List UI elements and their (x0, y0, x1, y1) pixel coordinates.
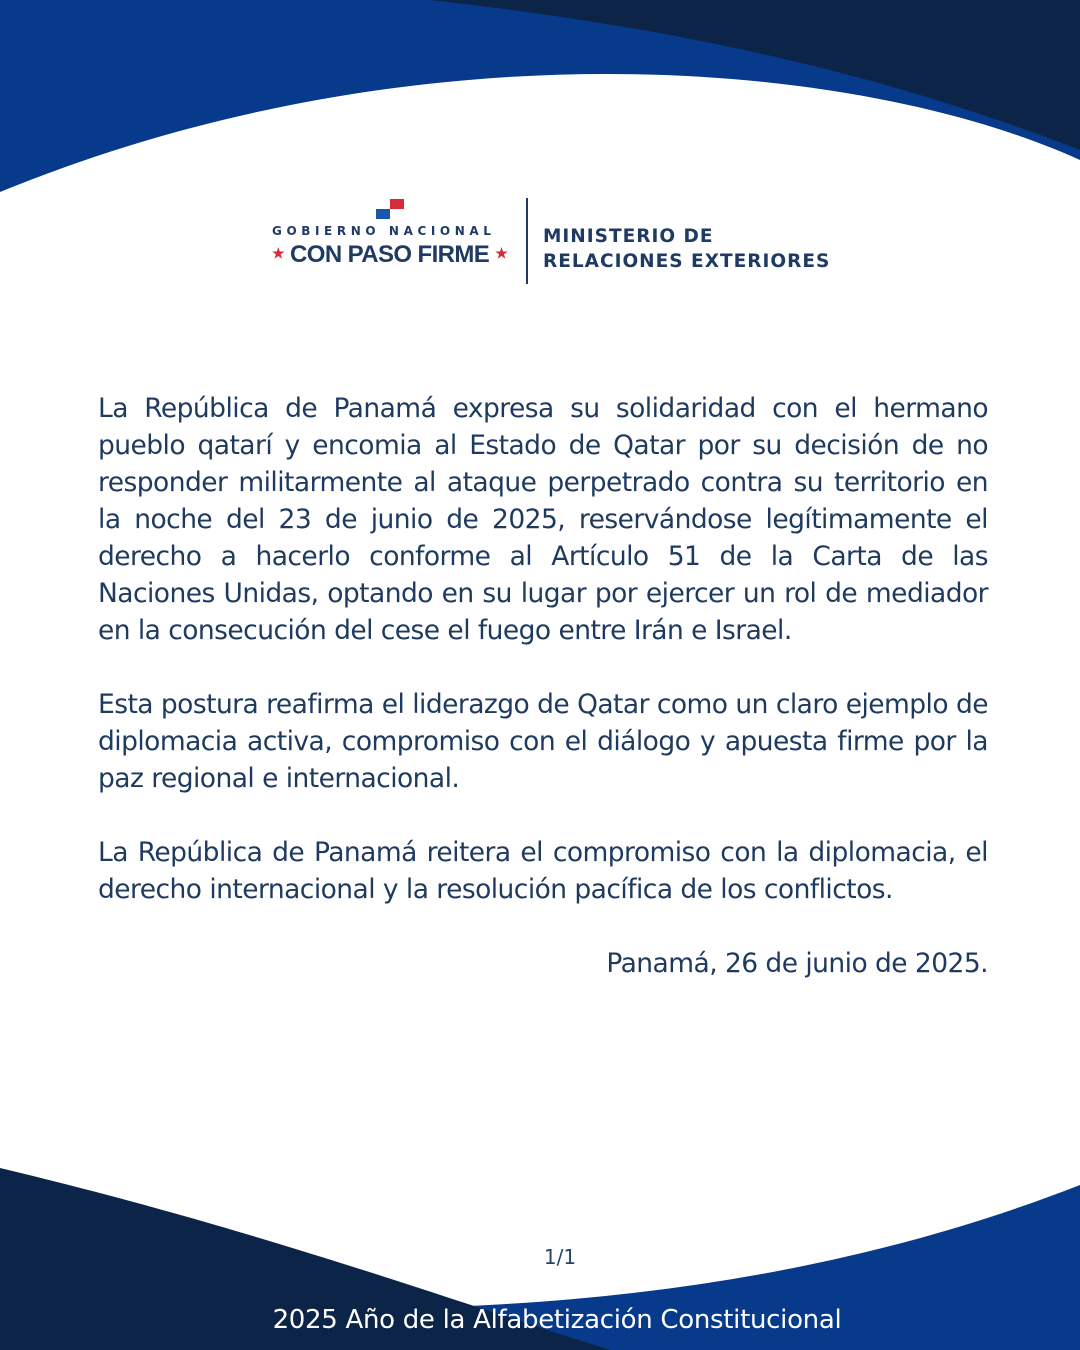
star-icon: ★ (495, 245, 508, 261)
footer-motto: 2025 Año de la Alfabetización Constitucional (272, 1305, 842, 1335)
ministry-line-1: MINISTERIO DE (543, 226, 714, 247)
statement-body (98, 390, 988, 1019)
con-paso-firme-text: CON PASO FIRME (290, 241, 490, 268)
paragraph-2: Esta postura reafirma el liderazgo de Qatar como un claro ejemplo de diplomacia activa, compromiso con el diálogo y apuesta firme por la paz regional e internacional. (98, 689, 988, 794)
statement-date: Panamá, 26 de junio de 2025. (606, 948, 988, 979)
logo-divider (526, 198, 528, 284)
page-number: 1/1 (543, 1245, 577, 1269)
panama-flag-icon (376, 199, 404, 219)
ministry-name (543, 224, 830, 274)
header-logo (0, 0, 1080, 300)
star-icon: ★ (272, 245, 284, 261)
paragraph-3: La República de Panamá reitera el compromiso con la diplomacia, el derecho internacional y la resolución pacífica de los conflictos. (98, 837, 988, 905)
con-paso-firme-label (272, 241, 512, 269)
ministry-line-2: RELACIONES EXTERIORES (543, 251, 831, 272)
paragraph-1: La República de Panamá expresa su solidaridad con el hermano pueblo qatarí y encomia al Estado de Qatar por su decisión de no responder militarmente al ataque perpetrado contra su territorio en la noche del 23 de junio de 2025, reservándose legítimamente el derecho a hacerlo conforme al Artículo 51 de la Carta de las Naciones Unidas, optando en su lugar por ejercer un rol de mediador en la consecución del cese el fuego entre Irán e Israel. (98, 393, 988, 646)
gobierno-nacional-label: GOBIERNO NACIONAL (272, 224, 496, 238)
